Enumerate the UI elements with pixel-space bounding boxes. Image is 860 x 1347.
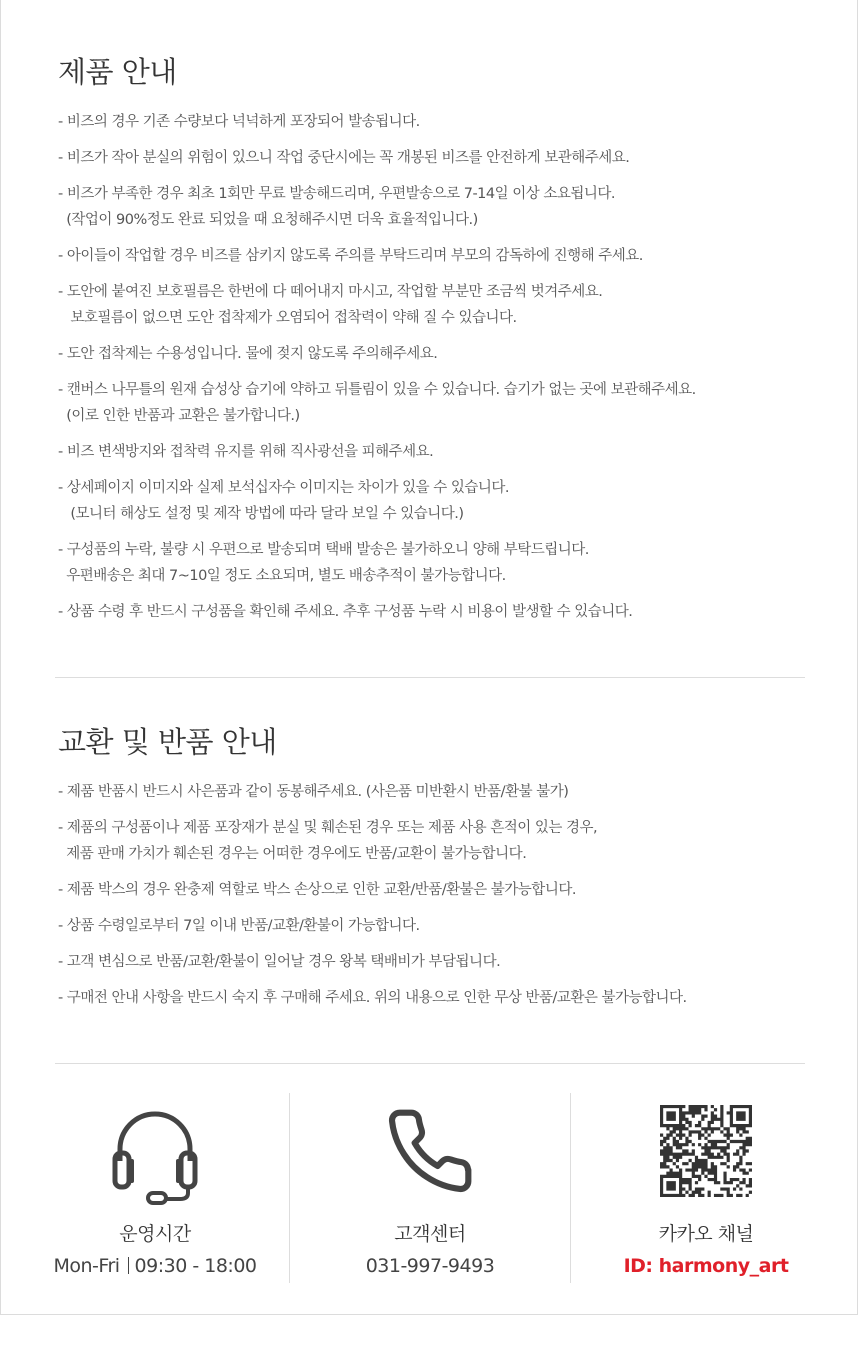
section-divider [55, 677, 805, 678]
product-info-section [58, 50, 818, 635]
hours-days: Mon-Fri [53, 1255, 120, 1277]
contact-row [0, 1093, 860, 1285]
notice-item [58, 109, 818, 135]
notice-item [58, 779, 818, 805]
notice-item [58, 377, 818, 429]
notice-line: - 아이들이 작업할 경우 비즈를 삼키지 않도록 주의를 부탁드리며 부모의 감독하에 진행해 주세요. [58, 248, 643, 264]
notice-line: - 비즈가 작아 분실의 위험이 있으니 작업 중단시에는 꼭 개봉된 비즈를 안전하게 보관해주세요. [58, 150, 630, 166]
exchange-info-section [58, 720, 818, 1021]
notice-line: - 상세페이지 이미지와 실제 보석십자수 이미지는 차이가 있을 수 있습니다. [58, 480, 510, 496]
section-divider [55, 1063, 805, 1064]
notice-item [58, 949, 818, 975]
notice-item [58, 279, 818, 331]
notice-item [58, 181, 818, 233]
headset-icon [112, 1101, 198, 1207]
notice-item [58, 913, 818, 939]
notice-line: - 비즈 변색방지와 접착력 유지를 위해 직사광선을 피해주세요. [58, 444, 434, 460]
notice-line: (이로 인한 반품과 교환은 불가합니다.) [58, 408, 300, 424]
notice-line: - 도안 접착제는 수용성입니다. 물에 젖지 않도록 주의해주세요. [58, 346, 438, 362]
product-info-title: 제품 안내 [58, 55, 177, 89]
notice-line: - 구매전 안내 사항을 반드시 숙지 후 구매해 주세요. 위의 내용으로 인한 무상 반품/교환은 불가능합니다. [58, 990, 687, 1006]
notice-item [58, 985, 818, 1011]
notice-line: - 캔버스 나무틀의 원재 습성상 습기에 약하고 뒤틀림이 있을 수 있습니다. 습기가 없는 곳에 보관해주세요. [58, 382, 696, 398]
notice-line: - 상품 수령 후 반드시 구성품을 확인해 주세요. 추후 구성품 누락 시 비용이 발생할 수 있습니다. [58, 604, 633, 620]
center-phone: 031-997-9493 [365, 1255, 495, 1277]
notice-line: - 제품의 구성품이나 제품 포장재가 분실 및 훼손된 경우 또는 제품 사용 흔적이 있는 경우, [58, 820, 598, 836]
notice-line: - 비즈의 경우 기존 수량보다 넉넉하게 포장되어 발송됩니다. [58, 114, 420, 130]
kakao-label: 카카오 채널 [658, 1223, 754, 1245]
notice-item [58, 537, 818, 589]
notice-line: - 구성품의 누락, 불량 시 우편으로 발송되며 택배 발송은 불가하오니 양해 부탁드립니다. [58, 542, 589, 558]
hours-separator [128, 1257, 129, 1274]
product-info-list [58, 109, 818, 625]
notice-line: (모니터 해상도 설정 및 제작 방법에 따라 달라 보일 수 있습니다.) [58, 506, 464, 522]
notice-item [58, 243, 818, 269]
notice-item [58, 877, 818, 903]
notice-line: 제품 판매 가치가 훼손된 경우는 어떠한 경우에도 반품/교환이 불가능합니다. [58, 846, 527, 862]
notice-line: - 제품 박스의 경우 완충제 역할로 박스 손상으로 인한 교환/반품/환불은 불가능합니다. [58, 882, 576, 898]
notice-item [58, 599, 818, 625]
notice-line: 우편배송은 최대 7~10일 정도 소요되며, 별도 배송추적이 불가능합니다. [58, 568, 506, 584]
notice-line: - 도안에 붙여진 보호필름은 한번에 다 떼어내지 마시고, 작업할 부분만 조금씩 벗겨주세요. [58, 284, 603, 300]
kakao-channel [571, 1093, 841, 1283]
notice-item [58, 815, 818, 867]
qr-code-icon [660, 1105, 752, 1197]
notice-line: (작업이 90%정도 완료 되었을 때 요청해주시면 더욱 효율적입니다.) [58, 212, 478, 228]
notice-item [58, 341, 818, 367]
kakao-id: ID: harmony_art [623, 1255, 789, 1277]
notice-line: - 고객 변심으로 반품/교환/환불이 일어날 경우 왕복 택배비가 부담됩니다. [58, 954, 501, 970]
center-label: 고객센터 [394, 1223, 466, 1245]
hours-value [40, 1255, 270, 1277]
notice-line: - 비즈가 부족한 경우 최초 1회만 무료 발송해드리며, 우편발송으로 7-14일 이상 소요됩니다. [58, 186, 616, 202]
hours-time: 09:30 - 18:00 [134, 1255, 257, 1277]
phone-icon [384, 1105, 476, 1197]
notice-item [58, 475, 818, 527]
hours-label: 운영시간 [119, 1223, 191, 1245]
customer-center [290, 1093, 570, 1283]
notice-line: - 상품 수령일로부터 7일 이내 반품/교환/환불이 가능합니다. [58, 918, 420, 934]
exchange-info-list [58, 779, 818, 1011]
operating-hours [40, 1093, 270, 1283]
notice-item [58, 145, 818, 171]
notice-line: - 제품 반품시 반드시 사은품과 같이 동봉해주세요. (사은품 미반환시 반품/환불 불가) [58, 784, 569, 800]
notice-line: 보호필름이 없으면 도안 접착제가 오염되어 접착력이 약해 질 수 있습니다. [58, 310, 517, 326]
exchange-info-title: 교환 및 반품 안내 [58, 725, 277, 759]
notice-item [58, 439, 818, 465]
